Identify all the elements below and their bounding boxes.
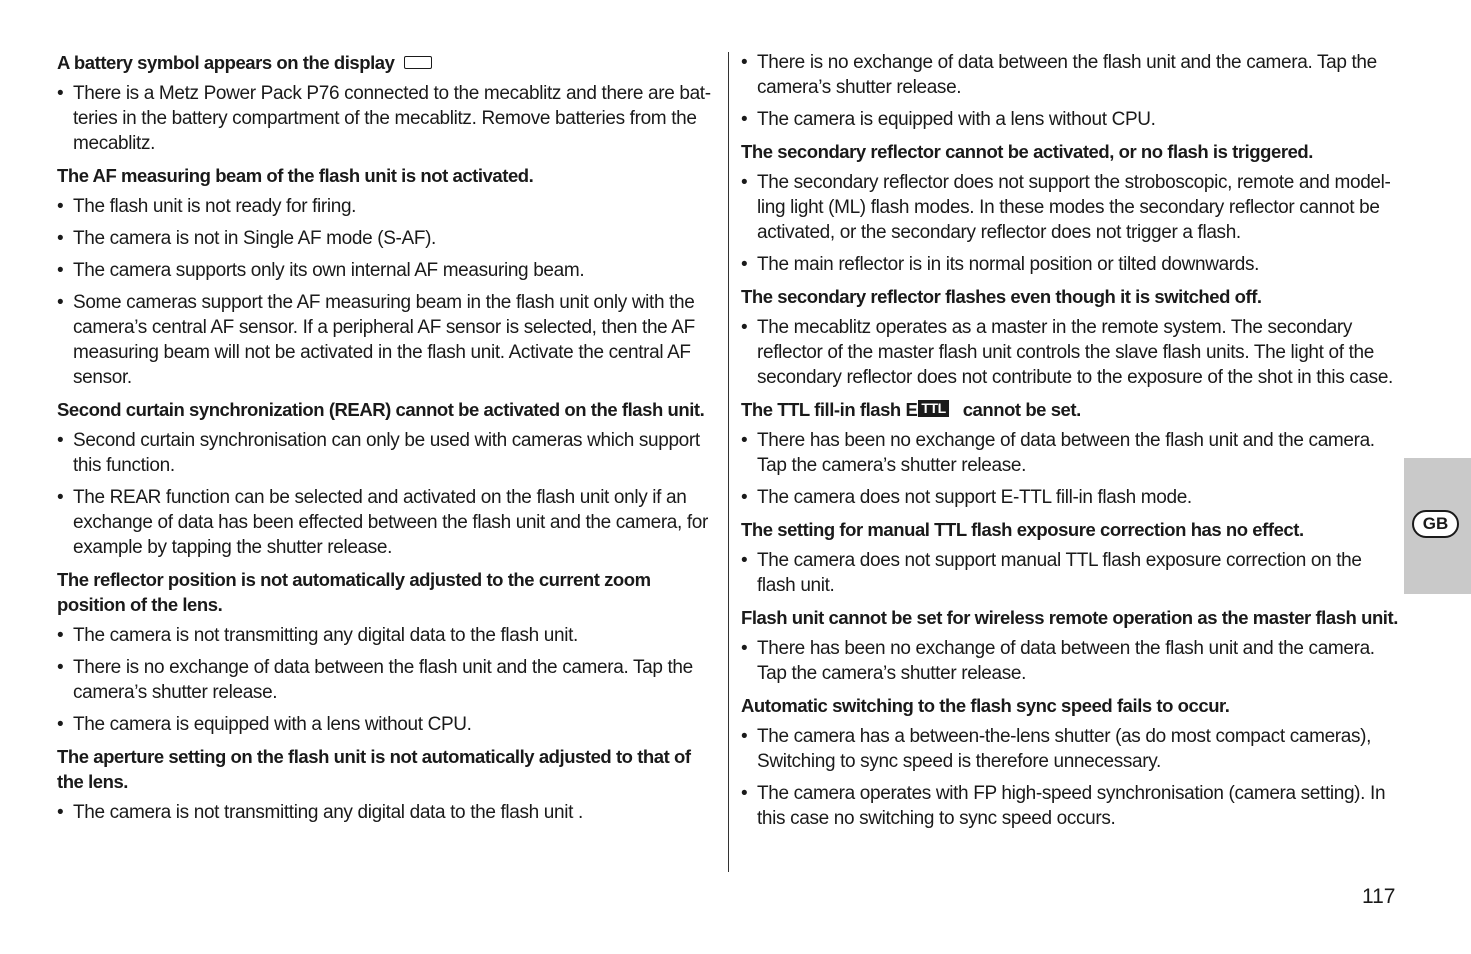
bullet-list xyxy=(741,724,1401,831)
troubleshooting-section xyxy=(57,744,717,825)
section-heading-suffix: cannot be set. xyxy=(962,399,1081,420)
troubleshooting-section xyxy=(57,567,717,737)
bullet-item: • The camera is not in Single AF mode (S-AF). xyxy=(57,226,717,251)
section-heading-text: Automatic switching to the flash sync speed fails to occur. xyxy=(741,695,1230,716)
troubleshooting-section xyxy=(741,397,1401,510)
section-heading-text: The secondary reflector flashes even though it is switched off. xyxy=(741,286,1262,307)
bullet-item: • The camera is not transmitting any digital data to the flash unit . xyxy=(57,800,717,825)
section-heading xyxy=(57,567,717,617)
section-heading xyxy=(741,517,1401,542)
troubleshooting-section xyxy=(57,397,717,560)
bullet-item: • The camera does not support E-TTL fill-in flash mode. xyxy=(741,485,1401,510)
bullet-list xyxy=(741,315,1401,390)
bullet-item: • The mecablitz operates as a master in the remote system. The secondary reflector of the master flash unit controls the slave flash units. The light of the secondary reflector does not contribute to the exposure of the shot in this case. xyxy=(741,315,1401,390)
bullet-list xyxy=(741,428,1401,510)
bullet-list xyxy=(741,170,1401,277)
bullet-list xyxy=(57,81,717,156)
bullet-list xyxy=(741,548,1401,598)
troubleshooting-section xyxy=(741,284,1401,390)
language-tab xyxy=(1404,458,1471,594)
troubleshooting-section xyxy=(57,163,717,390)
bullet-list xyxy=(57,623,717,737)
troubleshooting-section xyxy=(741,139,1401,277)
language-badge: GB xyxy=(1412,510,1459,538)
section-heading xyxy=(57,397,717,422)
page-number: 117 xyxy=(1362,885,1396,908)
troubleshooting-section xyxy=(741,517,1401,598)
bullet-item: • The camera operates with FP high-speed synchronisation (camera setting). In this case no switching to sync speed occurs. xyxy=(741,781,1401,831)
troubleshooting-section xyxy=(57,50,717,156)
column-divider xyxy=(728,52,729,872)
bullet-item: • The camera does not support manual TTL flash exposure correction on the flash unit. xyxy=(741,548,1401,598)
section-heading xyxy=(741,605,1401,630)
section-heading-text: Second curtain synchronization (REAR) cannot be activated on the flash unit. xyxy=(57,399,705,420)
section-heading xyxy=(57,50,717,75)
section-heading xyxy=(57,744,717,794)
bullet-list xyxy=(741,50,1401,132)
bullet-item: • The camera is not transmitting any digital data to the flash unit. xyxy=(57,623,717,648)
bullet-item: • There has been no exchange of data between the flash unit and the camera. Tap the camera’s shutter release. xyxy=(741,636,1401,686)
bullet-item: • There is a Metz Power Pack P76 connected to the mecablitz and there are batteries in the battery compartment of the mecablitz. Remove batteries from the mecablitz. xyxy=(57,81,717,156)
bullet-item: • The camera has a between-the-lens shutter (as do most compact cameras), Switching to sync speed is therefore unnecessary. xyxy=(741,724,1401,774)
section-heading xyxy=(741,284,1401,309)
ttl-badge-icon: TTL xyxy=(918,400,948,417)
left-column xyxy=(57,50,717,832)
bullet-item: • The camera is equipped with a lens without CPU. xyxy=(57,712,717,737)
bullet-item: • The camera is equipped with a lens without CPU. xyxy=(741,107,1401,132)
bullet-item: • There is no exchange of data between the flash unit and the camera. Tap the camera’s shutter release. xyxy=(741,50,1401,100)
troubleshooting-section xyxy=(741,693,1401,831)
section-heading xyxy=(741,139,1401,164)
section-heading xyxy=(741,693,1401,718)
section-heading-text: Flash unit cannot be set for wireless remote operation as the master flash unit. xyxy=(741,607,1398,628)
section-heading-text: The AF measuring beam of the flash unit is not activated. xyxy=(57,165,534,186)
bullet-item: • The camera supports only its own internal AF measuring beam. xyxy=(57,258,717,283)
battery-icon xyxy=(404,56,432,69)
bullet-item: • The secondary reflector does not support the stroboscopic, remote and modelling light (ML) flash modes. In these modes the secondary reflector cannot be activated, or the secondary reflector does not trigger a flash. xyxy=(741,170,1401,245)
section-heading-text: A battery symbol appears on the display xyxy=(57,52,395,73)
section-heading-text: The secondary reflector cannot be activated, or no flash is triggered. xyxy=(741,141,1313,162)
bullet-item: • Second curtain synchronisation can only be used with cameras which support this function. xyxy=(57,428,717,478)
right-column xyxy=(741,50,1401,838)
bullet-list xyxy=(57,194,717,390)
troubleshooting-section xyxy=(741,50,1401,132)
bullet-item: • Some cameras support the AF measuring beam in the flash unit only with the camera’s central AF sensor. If a peripheral AF sensor is selected, then the AF measuring beam will not be activated in the flash unit. Activate the central AF sensor. xyxy=(57,290,717,390)
section-heading-text: The aperture setting on the flash unit is not automatically adjusted to that of the lens. xyxy=(57,746,691,792)
bullet-list xyxy=(741,636,1401,686)
section-heading xyxy=(57,163,717,188)
section-heading-text: The setting for manual TTL flash exposure correction has no effect. xyxy=(741,519,1304,540)
bullet-item: • There is no exchange of data between the flash unit and the camera. Tap the camera’s shutter release. xyxy=(57,655,717,705)
bullet-item: • The flash unit is not ready for firing. xyxy=(57,194,717,219)
section-heading-text: The TTL fill-in flash E xyxy=(741,399,918,420)
bullet-list xyxy=(57,428,717,560)
section-heading-text: The reflector position is not automatically adjusted to the current zoom position of the lens. xyxy=(57,569,651,615)
bullet-item: • There has been no exchange of data between the flash unit and the camera. Tap the camera’s shutter release. xyxy=(741,428,1401,478)
bullet-list xyxy=(57,800,717,825)
section-heading xyxy=(741,397,1401,422)
bullet-item: • The main reflector is in its normal position or tilted downwards. xyxy=(741,252,1401,277)
troubleshooting-section xyxy=(741,605,1401,686)
bullet-item: • The REAR function can be selected and activated on the flash unit only if an exchange of data has been effected between the flash unit and the camera, for example by tapping the shutter release. xyxy=(57,485,717,560)
